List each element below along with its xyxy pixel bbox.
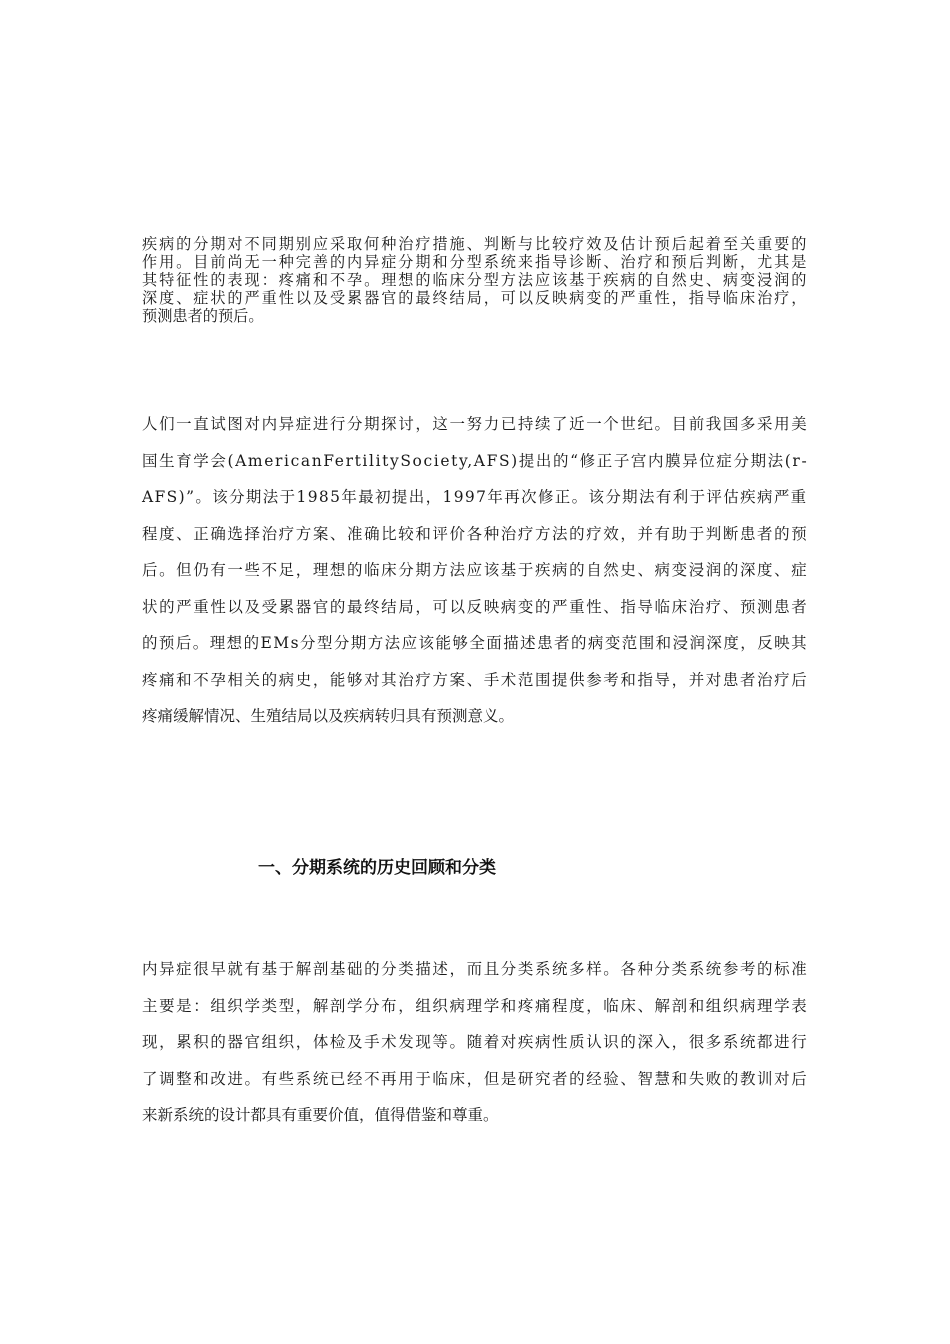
text-line: 预测患者的预后。 [142,307,264,325]
text-line: 其特征性的表现：疼痛和不孕。理想的临床分型方法应该基于疾病的自然史、病变浸润的 [142,271,809,289]
section-heading: 一、分期系统的历史回顾和分类 [258,858,496,878]
text-line: 疼痛和不孕相关的病史，能够对其治疗方案、手术范围提供参考和指导，并对患者治疗后 [142,671,809,689]
text-line: 内异症很早就有基于解剖基础的分类描述，而且分类系统多样。各种分类系统参考的标准 [142,960,809,978]
text-line: 后。但仍有一些不足，理想的临床分期方法应该基于疾病的自然史、病变浸润的深度、症 [142,561,809,579]
text-line: 了调整和改进。有些系统已经不再用于临床，但是研究者的经验、智慧和失败的教训对后 [142,1070,809,1088]
text-line: 的预后。理想的EMs分型分期方法应该能够全面描述患者的病变范围和浸润深度，反映其 [142,634,809,652]
text-line: AFS)”。该分期法于1985年最初提出，1997年再次修正。该分期法有利于评估疾病严重 [142,488,808,506]
text-line: 疼痛缓解情况、生殖结局以及疾病转归具有预测意义。 [142,707,515,725]
text-line: 国生育学会(AmericanFertilitySociety,AFS)提出的“修正子宫内膜异位症分期法(r- [142,452,809,470]
text-line: 深度、症状的严重性以及受累器官的最终结局，可以反映病变的严重性，指导临床治疗， [142,289,809,307]
text-line: 来新系统的设计都具有重要价值，值得借鉴和尊重。 [142,1106,499,1124]
text-line: 现，累积的器官组织，体检及手术发现等。随着对疾病性质认识的深入，很多系统都进行 [142,1033,809,1051]
text-line: 主要是：组织学类型，解剖学分布，组织病理学和疼痛程度，临床、解剖和组织病理学表 [142,997,809,1015]
text-line: 人们一直试图对内异症进行分期探讨，这一努力已持续了近一个世纪。目前我国多采用美 [142,415,809,433]
text-line: 程度、正确选择治疗方案、准确比较和评价各种治疗方法的疗效，并有助于判断患者的预 [142,525,809,543]
text-line: 作用。目前尚无一种完善的内异症分期和分型系统来指导诊断、治疗和预后判断，尤其是 [142,253,809,271]
text-line: 疾病的分期对不同期别应采取何种治疗措施、判断与比较疗效及估计预后起着至关重要的 [142,235,809,253]
text-line: 状的严重性以及受累器官的最终结局，可以反映病变的严重性、指导临床治疗、预测患者 [142,598,809,616]
